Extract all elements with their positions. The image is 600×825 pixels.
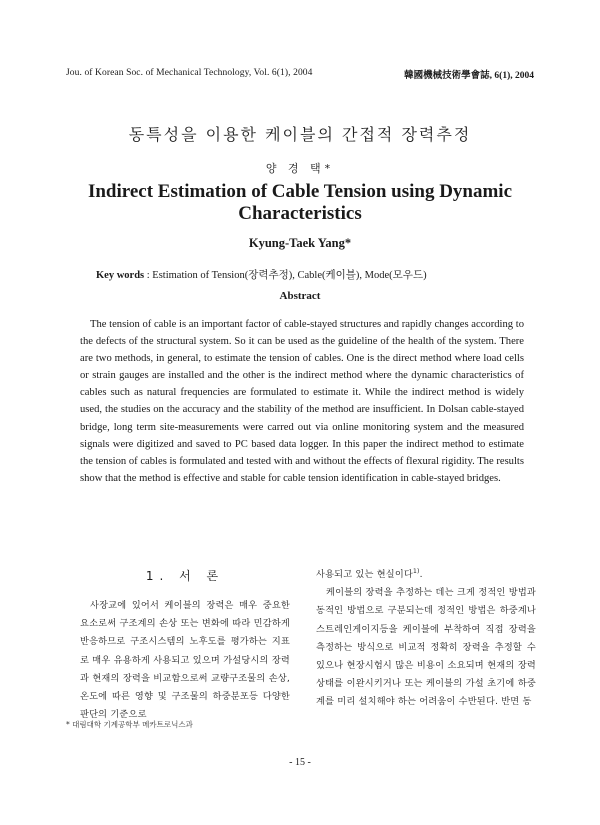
intro-continuation-text: 사용되고 있는 현실이다 <box>316 569 413 581</box>
intro-paragraph-right: 케이블의 장력을 추정하는 데는 크게 정적인 방법과 동적인 방법으로 구분되는데 정적인 방법은 하중계나 스트레인게이지등을 케이블에 부착하여 직접 장력을 측정하는 방식으로 비교적 정확히 장력을 추정할 수 있으나 현장시험시 많은 비용이 소요되며 현재의 장력상태를 이완시키거나 또는 케이블의 가설 초기에 하중계를 미리 설치해야 하는 어려움이 수반된다. 반면 동 <box>316 587 536 708</box>
abstract-body: The tension of cable is an important factor of cable-stayed structures and rapidly changes according to the defects of the structural system. So it can be used as the guideline of the health of the system. There are two methods, in general, to estimate the tension of cables. One is the direct method where load cells or strain gauges are installed and the other is the indirect method where the dynamic characteristics of cables such as natural frequencies are formulated to estimate it. While the indirect method is widely used, the studies on the accuracy and the stability of the method are insufficient. In Dolsan cable-stayed bridge, long term site-measurements were carred out via online monitoring system and the measured signals were digitized and saved to PC based data logger. In this paper the indirect method to estimate the tension of cables is formulated and tested with and without the effects of flexural rigidity. The results show that the method is effective and stable for cable tension identification in cable-stayed bridges. <box>80 319 524 484</box>
abstract-heading: Abstract <box>279 290 321 302</box>
keywords-line <box>96 267 427 282</box>
keywords-separator: : <box>146 270 153 281</box>
affiliation-footnote: * 대림대학 기계공학부 메카트로닉스과 <box>66 720 193 729</box>
keywords-text: Estimation of Tension(장력추정), Cable(케이블), Mode(모우드) <box>152 270 427 281</box>
section-heading: 1. 서 론 <box>145 569 225 583</box>
left-column <box>80 565 290 724</box>
korean-author: 양 경 택* <box>265 162 335 175</box>
page-number: - 15 - <box>289 757 311 768</box>
journal-header-ko: 韓國機械技術學會誌, 6(1), 2004 <box>404 71 534 81</box>
citation-ref: 1) <box>413 568 420 575</box>
english-author: Kyung-Taek Yang* <box>248 236 352 250</box>
right-column <box>316 563 536 712</box>
intro-paragraph-left: 사장교에 있어서 케이블의 장력은 매우 중요한 요소로써 구조계의 손상 또는 변화에 따라 민감하게 반응하므로 구조시스템의 노후도를 평가하는 지표로 매우 유용하게 사용되고 있으며 가설당시의 장력과 현재의 장력을 비교함으로써 교량구조물의 손상, 온도에 따른 영향 및 구조물의 하중분포등 다양한 판단의 기준으로 <box>80 600 290 721</box>
keywords-label: Key words <box>96 270 145 281</box>
korean-title: 동특성을 이용한 케이블의 간접적 장력추정 <box>128 125 472 144</box>
english-title: Indirect Estimation of Cable Tension using Dynamic Characteristics <box>87 181 513 224</box>
journal-header-en: Jou. of Korean Soc. of Mechanical Technology, Vol. 6(1), 2004 <box>66 68 313 78</box>
intro-continuation: 사용되고 있는 현실이다$^{1)}$. <box>316 568 423 581</box>
